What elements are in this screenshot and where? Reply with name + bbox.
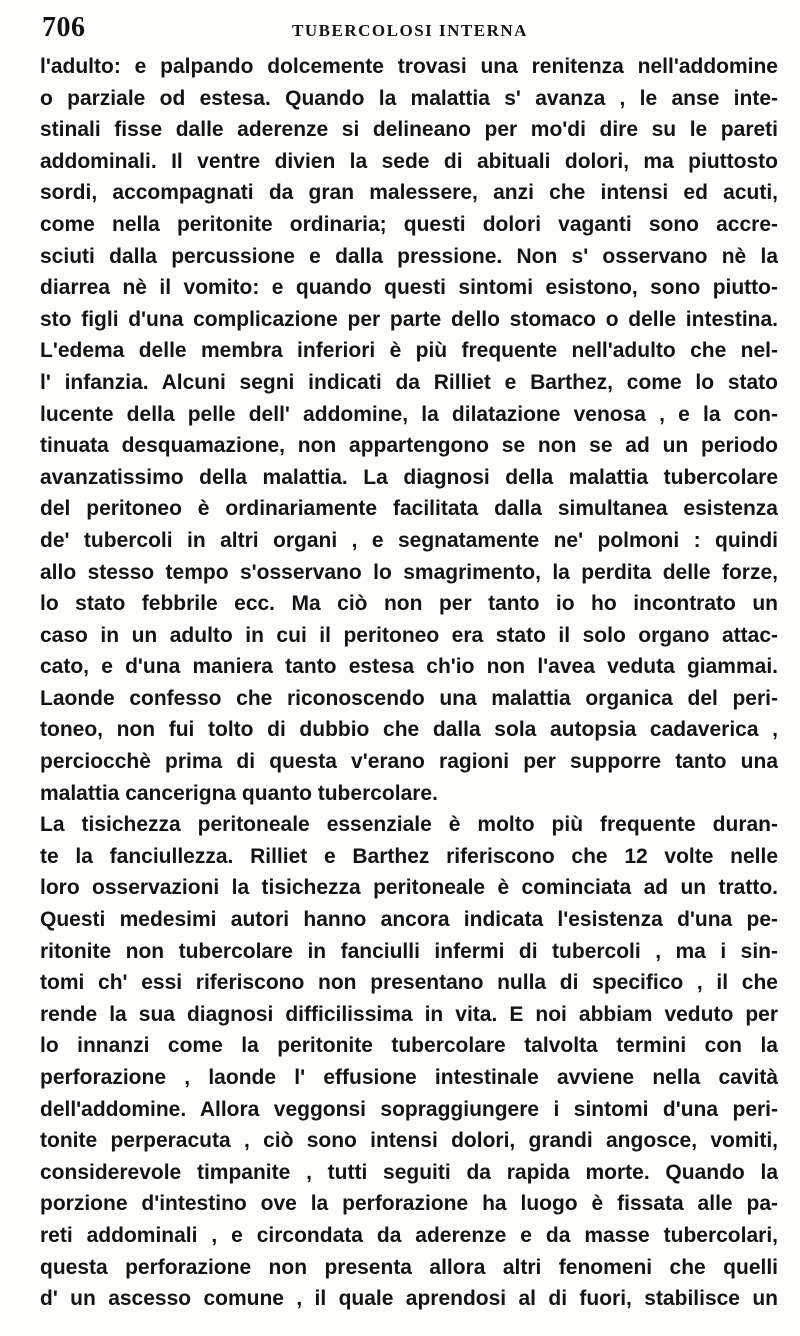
text-line: sciuti dalla percussione e dalla pressione. Non s' osservano nè la [40,244,778,268]
text-line: malattia cancerigna quanto tubercolare. [40,781,438,805]
text-line: L'edema delle membra inferiori è più frequente nell'adulto che nel- [40,339,778,363]
text-line: tonite perperacuta , ciò sono intensi dolori, grandi angosce, vomiti, [40,1129,778,1153]
text-line: de' tubercoli in altri organi , e segnatamente ne' polmoni : quindi [40,528,778,552]
text-line: lucente della pelle dell' addomine, la dilatazione venosa , e la con- [40,402,778,426]
text-line: te la fanciullezza. Rilliet e Barthez riferiscono che 12 volte nelle [40,844,778,868]
text-line: allo stesso tempo s'osservano lo smagrimento, la perdita delle forze, [40,560,778,584]
page-number: 706 [42,12,86,43]
text-line: del peritoneo è ordinariamente facilitata dalla simultanea esistenza [40,497,778,521]
text-line: sto figli d'una complicazione per parte dello stomaco o delle intestina. [40,307,778,331]
text-line: tinuata desquamazione, non appartengono se non se ad un periodo [40,434,778,458]
body-text [40,51,778,1315]
text-line: cato, e d'una maniera tanto estesa ch'io non l'avea veduta giammai. [40,655,778,679]
text-line: avanzatissimo della malattia. La diagnosi della malattia tubercolare [40,465,778,489]
text-line: ritonite non tubercolare in fanciulli infermi di tubercoli , ma i sin- [40,939,778,963]
text-line: La tisichezza peritoneale essenziale è molto più frequente duran- [40,813,778,837]
text-line: rende la sua diagnosi difficilissima in vita. E noi abbiam veduto per [40,1002,778,1026]
text-line: come nella peritonite ordinaria; questi dolori vaganti sono accre- [40,212,778,236]
text-line: addominali. Il ventre divien la sede di abituali dolori, ma piuttosto [40,149,778,173]
running-title: TUBERCOLOSI INTERNA [292,21,528,40]
text-line: toneo, non fui tolto di dubbio che dalla sola autopsia cadaverica , [40,718,778,742]
text-line: tomi ch' essi riferiscono non presentano nulla di specifico , il che [40,971,778,995]
text-line: loro osservazioni la tisichezza peritoneale è cominciata ad un tratto. [40,876,778,900]
text-line: Questi medesimi autori hanno ancora indicata l'esistenza d'una pe- [40,908,778,932]
text-line: d' un ascesso comune , il quale aprendosi al di fuori, stabilisce un [40,1287,778,1311]
text-line: l'adulto: e palpando dolcemente trovasi una renitenza nell'addomine [40,55,778,78]
text-line: porzione d'intestino ove la perforazione ha luogo è fissata alle pa- [40,1192,778,1216]
text-line: lo stato febbrile ecc. Ma ciò non per tanto io ho incontrato un [40,592,778,616]
text-line: questa perforazione non presenta allora altri fenomeni che quelli [40,1255,778,1279]
text-line: o parziale od estesa. Quando la malattia s' avanza , le anse inte- [40,86,778,110]
text-line: stinali fisse dalle aderenze si delineano per mo'di dire su le pareti [40,118,778,142]
text-line: l' infanzia. Alcuni segni indicati da Rilliet e Barthez, come lo stato [40,370,778,394]
text-line: considerevole timpanite , tutti seguiti da rapida morte. Quando la [40,1160,778,1184]
text-line: perciocchè prima di questa v'erano ragioni per supporre tanto una [40,750,778,774]
text-line: reti addominali , e circondata da aderenze e da masse tubercolari, [40,1223,778,1247]
text-line: caso in un adulto in cui il peritoneo era stato il solo organo attac- [40,623,778,647]
text-line: Laonde confesso che riconoscendo una malattia organica del peri- [40,686,778,710]
text-line: diarrea nè il vomito: e quando questi sintomi esistono, sono piutto- [40,276,778,300]
text-line: sordi, accompagnati da gran malessere, anzi che intensi ed acuti, [40,181,778,205]
page-header [40,12,780,48]
text-line: dell'addomine. Allora veggonsi sopraggiungere i sintomi d'una peri- [40,1097,778,1121]
text-line: lo innanzi come la peritonite tubercolare talvolta termini con la [40,1034,778,1058]
text-line: perforazione , laonde l' effusione intestinale avviene nella cavità [40,1066,778,1089]
